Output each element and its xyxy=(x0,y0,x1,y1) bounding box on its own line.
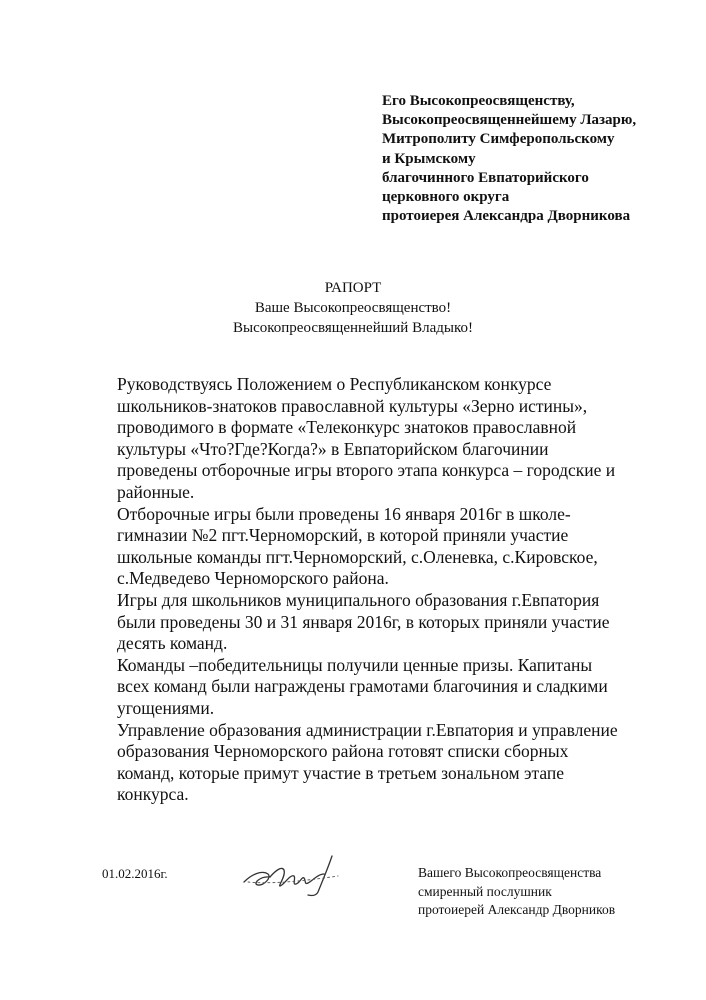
greeting-line: Ваше Высокопреосвященство! xyxy=(254,300,452,316)
body-line: с.Медведево Черноморского района. xyxy=(117,568,389,589)
report-body xyxy=(117,374,677,806)
addressee-line: благочинного Евпаторийского xyxy=(382,169,589,186)
closing-line: смиренный послушник xyxy=(418,883,552,899)
body-line: Руководствуясь Положением о Республиканском конкурсе xyxy=(117,374,552,394)
body-line: Управление образования администрации г.Евпатория и управление xyxy=(117,719,618,740)
body-line: школьные команды пгт.Черноморский, с.Оленевка, с.Кировское, xyxy=(117,546,598,567)
addressee-line: Митрополиту Симферопольскому xyxy=(382,131,615,148)
body-line: проведены отборочные игры второго этапа конкурса – городские и xyxy=(117,460,616,481)
body-line: команд, которые примут участие в третьем зональном этапе xyxy=(117,762,564,783)
closing-line: протоиерей Александр Дворников xyxy=(418,902,616,917)
addressee-line: и Крымскому xyxy=(382,150,476,167)
document-heading xyxy=(0,278,706,338)
body-line: угощениями. xyxy=(117,697,215,718)
body-line: Команды –победительницы получили ценные призы. Капитаны xyxy=(117,654,593,675)
body-line: конкурса. xyxy=(117,784,189,805)
addressee-line: церковного округа xyxy=(382,189,510,206)
body-line: районные. xyxy=(117,481,195,502)
body-line: всех команд были награждены грамотами благочиния и сладкими xyxy=(117,676,608,697)
addressee-line: протоиерея Александра Дворникова xyxy=(382,208,631,225)
document-date: 01.02.2016г. xyxy=(102,866,168,881)
body-line: проводимого в формате «Телеконкурс знатоков православной xyxy=(117,417,577,438)
handwritten-signature xyxy=(238,852,350,898)
body-line: Отборочные игры были проведены 16 января 2016г в школе- xyxy=(117,503,571,524)
addressee-line: Его Высокопреосвященству, xyxy=(382,93,575,109)
body-line: Игры для школьников муниципального образования г.Евпатория xyxy=(117,589,600,610)
body-line: были проведены 30 и 31 января 2016г, в которых приняли участие xyxy=(117,611,610,632)
body-line: десять команд. xyxy=(117,633,228,654)
body-line: образования Черноморского района готовят списки сборных xyxy=(117,741,569,762)
greeting-line: Высокопреосвященнейший Владыко! xyxy=(233,320,473,336)
body-line: школьников-знатоков православной культуры «Зерно истины», xyxy=(117,395,588,416)
addressee-line: Высокопреосвященнейшему Лазарю, xyxy=(382,112,637,129)
document-title: РАПОРТ xyxy=(324,280,382,296)
addressee-block xyxy=(382,92,692,226)
closing-line: Вашего Высокопреосвященства xyxy=(418,865,602,880)
body-line: гимназии №2 пгт.Черноморский, в которой приняли участие xyxy=(117,525,569,546)
body-line: культуры «Что?Где?Когда?» в Евпаторийском благочинии xyxy=(117,438,549,459)
closing-block xyxy=(418,864,615,920)
